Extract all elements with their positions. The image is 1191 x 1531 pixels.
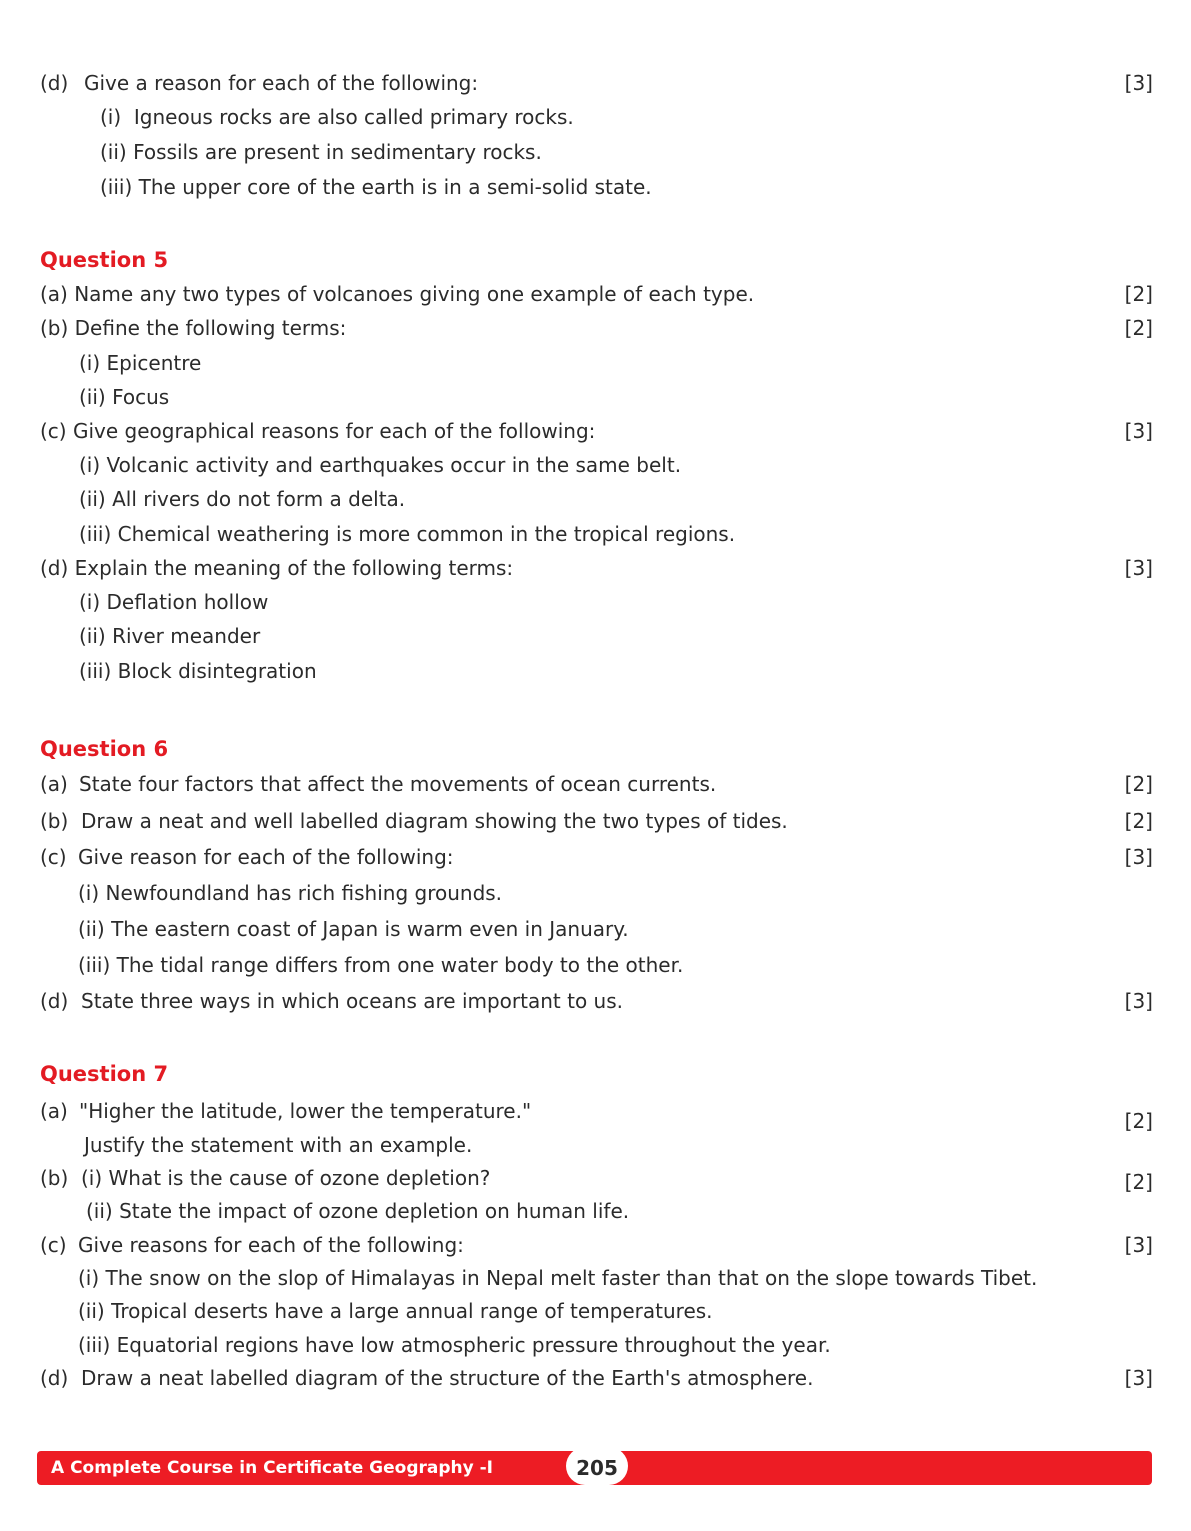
- q6-b-label: (b): [40, 809, 69, 833]
- q4-d-item: (iii) The upper core of the earth is in a semi-solid state.: [100, 175, 652, 199]
- q5-d-item: (ii) River meander: [79, 624, 261, 648]
- q4-d-text: Give a reason for each of the following:: [84, 71, 479, 95]
- q7-a-text: "Higher the latitude, lower the temperature.": [79, 1099, 532, 1123]
- q5-b-text: (b) Define the following terms:: [40, 316, 347, 340]
- q7-c-item: (i) The snow on the slop of Himalayas in Nepal melt faster than that on the slope towards Tibet.: [78, 1266, 1038, 1290]
- q7-c-item: (ii) Tropical deserts have a large annual range of temperatures.: [78, 1299, 713, 1323]
- q5-b-line: [0, 311, 1191, 345]
- q6-a-marks: [2]: [1124, 772, 1153, 796]
- q7-c-line: [0, 1228, 1191, 1262]
- q5-d-line: [0, 551, 1191, 585]
- q7-a-line2: [0, 1128, 1191, 1162]
- q7-b-text: (i) What is the cause of ozone depletion?: [81, 1166, 491, 1190]
- question-7-heading: Question 7: [40, 1062, 169, 1086]
- question-6-heading: Question 6: [40, 737, 169, 761]
- q4-d-marks: [3]: [1124, 71, 1153, 95]
- q7-d-marks: [3]: [1124, 1366, 1153, 1390]
- q6-a-line: [0, 767, 1191, 801]
- q6-c-marks: [3]: [1124, 845, 1153, 869]
- q6-c-item: (ii) The eastern coast of Japan is warm even in January.: [78, 917, 629, 941]
- q7-d-line: [0, 1361, 1191, 1395]
- q5-b-item: (ii) Focus: [79, 385, 170, 409]
- q6-b-text: Draw a neat and well labelled diagram showing the two types of tides.: [81, 809, 788, 833]
- q4-d-item: (i) Igneous rocks are also called primary rocks.: [100, 105, 574, 129]
- q6-a-text: State four factors that affect the movements of ocean currents.: [79, 772, 717, 796]
- q5-d-item: (i) Deflation hollow: [79, 590, 269, 614]
- footer-title: A Complete Course in Certificate Geography -I: [51, 1458, 494, 1478]
- q5-c-item: (ii) All rivers do not form a delta.: [79, 487, 406, 511]
- q6-d-label: (d): [40, 989, 69, 1013]
- q6-c-item: (i) Newfoundland has rich fishing grounds.: [78, 881, 503, 905]
- q5-a-line: [0, 277, 1191, 311]
- q6-d-text: State three ways in which oceans are important to us.: [81, 989, 624, 1013]
- q5-d-marks: [3]: [1124, 556, 1153, 580]
- q6-c-label: (c): [40, 845, 67, 869]
- q5-c-item: (i) Volcanic activity and earthquakes occur in the same belt.: [79, 453, 682, 477]
- q5-b-marks: [2]: [1124, 316, 1153, 340]
- q7-b-marks: [2]: [1124, 1170, 1153, 1194]
- q4-d-item: (ii) Fossils are present in sedimentary rocks.: [100, 140, 542, 164]
- q5-d-text: (d) Explain the meaning of the following terms:: [40, 556, 514, 580]
- q7-b-label: (b): [40, 1166, 69, 1190]
- q7-c-item: (iii) Equatorial regions have low atmospheric pressure throughout the year.: [78, 1333, 831, 1357]
- q5-a-marks: [2]: [1124, 282, 1153, 306]
- q4-d-line: [0, 66, 1191, 100]
- q7-a-label: (a): [40, 1099, 68, 1123]
- q7-c-marks: [3]: [1124, 1233, 1153, 1257]
- q5-c-item: (iii) Chemical weathering is more common in the tropical regions.: [79, 522, 736, 546]
- q7-d-text: Draw a neat labelled diagram of the structure of the Earth's atmosphere.: [81, 1366, 814, 1390]
- q6-d-marks: [3]: [1124, 989, 1153, 1013]
- q5-a-text: (a) Name any two types of volcanoes giving one example of each type.: [40, 282, 755, 306]
- q7-a-marks: [2]: [1124, 1109, 1153, 1133]
- q7-d-label: (d): [40, 1366, 69, 1390]
- q6-c-line: [0, 840, 1191, 874]
- q7-b-line2: [0, 1194, 1191, 1228]
- q6-d-line: [0, 984, 1191, 1018]
- q7-b-text2: (ii) State the impact of ozone depletion on human life.: [86, 1199, 630, 1223]
- footer-bar: [37, 1451, 1152, 1485]
- q5-c-marks: [3]: [1124, 419, 1153, 443]
- q7-a-text2: Justify the statement with an example.: [84, 1133, 473, 1157]
- q6-c-text: Give reason for each of the following:: [78, 845, 454, 869]
- question-5-heading: Question 5: [40, 248, 169, 272]
- q7-c-label: (c): [40, 1233, 67, 1257]
- q5-d-item: (iii) Block disintegration: [79, 659, 317, 683]
- q6-c-item: (iii) The tidal range differs from one water body to the other.: [78, 953, 684, 977]
- q5-c-line: [0, 414, 1191, 448]
- page-number: 205: [566, 1447, 628, 1485]
- q6-a-label: (a): [40, 772, 68, 796]
- q7-c-text: Give reasons for each of the following:: [78, 1233, 464, 1257]
- q4-d-label: (d): [40, 71, 69, 95]
- q5-c-text: (c) Give geographical reasons for each of the following:: [40, 419, 596, 443]
- q6-b-marks: [2]: [1124, 809, 1153, 833]
- q6-b-line: [0, 804, 1191, 838]
- q5-b-item: (i) Epicentre: [79, 351, 202, 375]
